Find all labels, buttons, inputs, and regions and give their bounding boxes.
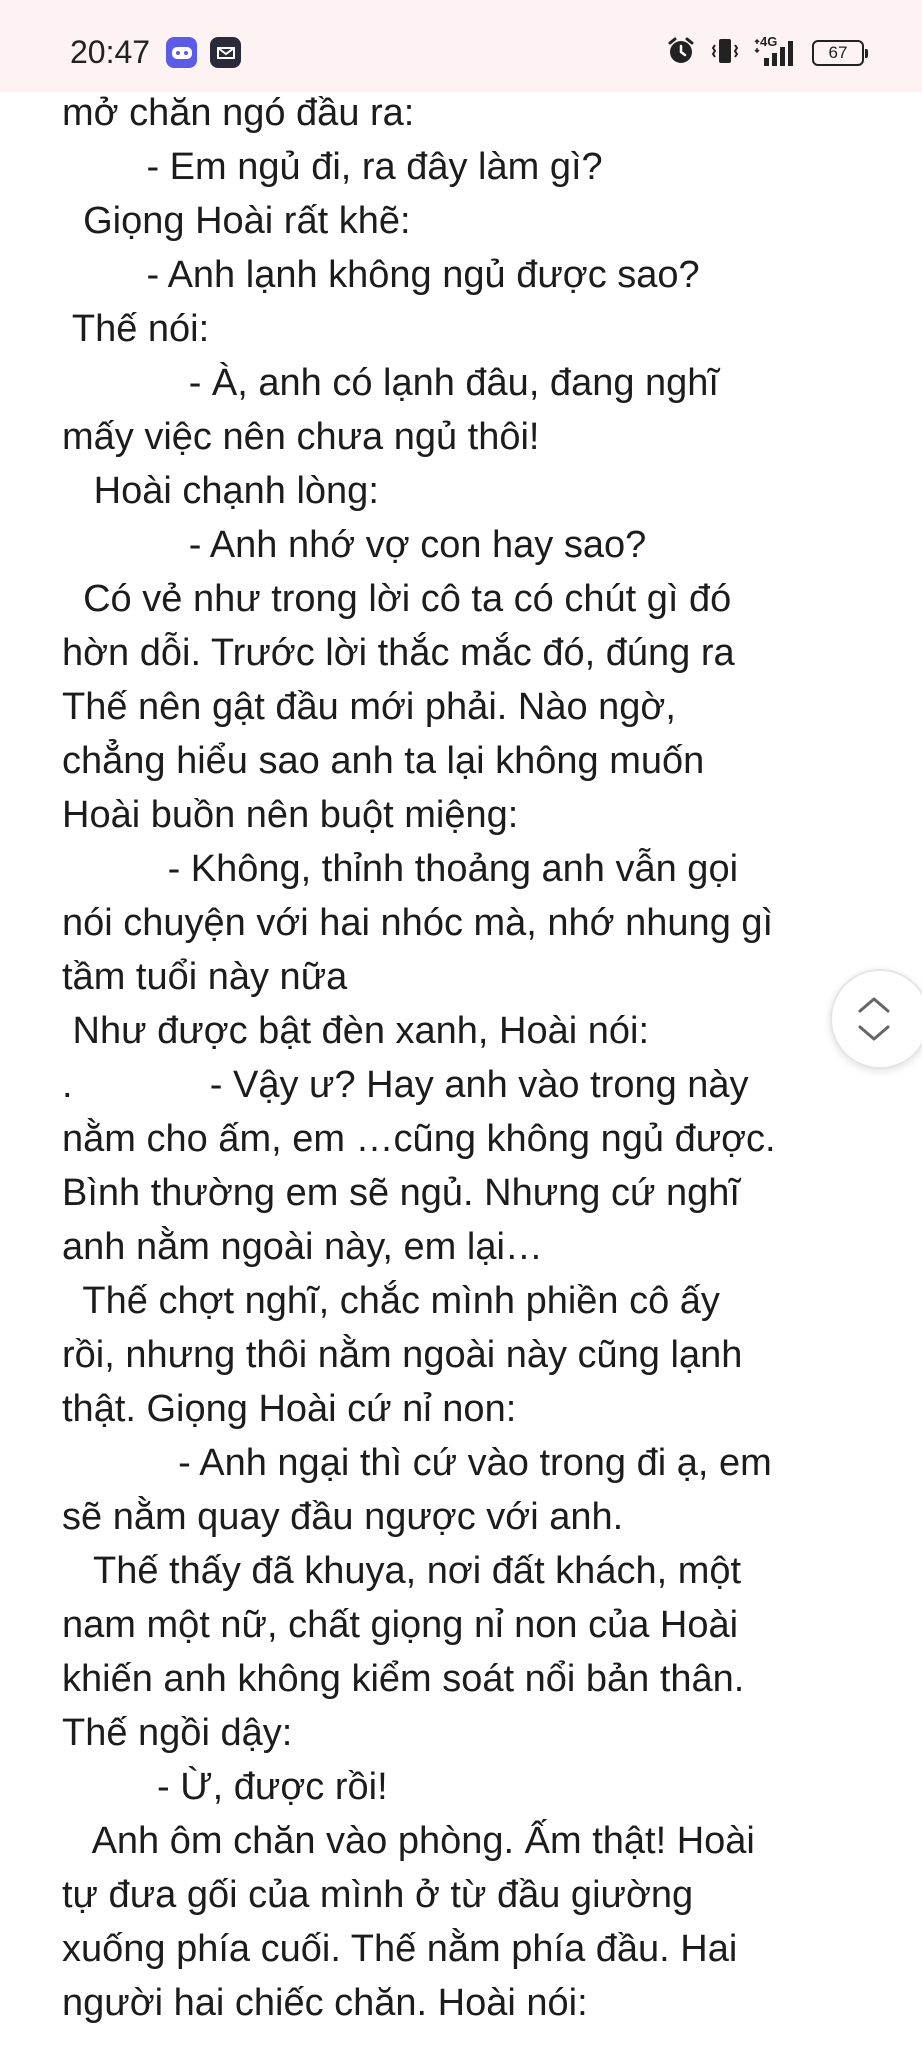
text-line: Hoài buồn nên buột miệng: (62, 794, 519, 836)
text-line: Như được bật đèn xanh, Hoài nói: (62, 1010, 650, 1052)
app-message-icon (210, 37, 241, 68)
text-line: - Anh nhớ vợ con hay sao? (62, 524, 647, 566)
battery-level: 67 (828, 43, 848, 62)
battery-icon (812, 40, 864, 66)
text-line: nói chuyện với hai nhóc mà, nhớ nhung gì (62, 902, 774, 944)
text-line: xuống phía cuối. Thế nằm phía đầu. Hai (62, 1928, 738, 1970)
vibrate-icon (710, 36, 740, 71)
text-line: Thế nên gật đầu mới phải. Nào ngờ, (62, 686, 676, 728)
text-line: - Em ngủ đi, ra đây làm gì? (62, 146, 603, 188)
text-line: rồi, nhưng thôi nằm ngoài này cũng lạnh (62, 1334, 743, 1376)
app-game-icon (166, 37, 197, 68)
text-line: khiến anh không kiểm soát nổi bản thân. (62, 1658, 745, 1700)
text-line: - Ừ, được rồi! (62, 1766, 388, 1808)
status-icons (666, 34, 864, 72)
text-line: tầm tuổi này nữa (62, 956, 348, 998)
text-line: thật. Giọng Hoài cứ nỉ non: (62, 1388, 517, 1430)
text-line: nằm cho ấm, em …cũng không ngủ được. (62, 1118, 776, 1160)
text-line: mấy việc nên chưa ngủ thôi! (62, 416, 540, 458)
text-line: Giọng Hoài rất khẽ: (62, 200, 411, 242)
text-line: tự đưa gối của mình ở từ đầu giường (62, 1874, 694, 1916)
text-line: - Anh ngại thì cứ vào trong đi ạ, em (62, 1442, 772, 1484)
text-line: chẳng hiểu sao anh ta lại không muốn (62, 740, 705, 782)
text-line: . - Vậy ư? Hay anh vào trong này (62, 1064, 749, 1106)
text-line: mở chăn ngó đầu ra: (62, 92, 415, 134)
text-line: Thế ngồi dậy: (62, 1712, 293, 1754)
text-line: Thế thấy đã khuya, nơi đất khách, một (62, 1550, 742, 1592)
alarm-icon (666, 36, 696, 71)
text-line: Có vẻ như trong lời cô ta có chút gì đó (62, 578, 732, 620)
status-time: 20:47 (70, 34, 151, 70)
text-line: nam một nữ, chất giọng nỉ non của Hoài (62, 1604, 739, 1646)
reader-content (0, 92, 922, 2048)
text-line: người hai chiếc chăn. Hoài nói: (62, 1982, 588, 2024)
text-line: Anh ôm chăn vào phòng. Ấm thật! Hoài (62, 1820, 755, 1862)
text-line: - Anh lạnh không ngủ được sao? (62, 254, 700, 296)
text-line: - Không, thỉnh thoảng anh vẫn gọi (62, 848, 739, 890)
page-scroll-button[interactable] (830, 969, 922, 1069)
text-line: hờn dỗi. Trước lời thắc mắc đó, đúng ra (62, 632, 735, 674)
text-line: - À, anh có lạnh đâu, đang nghĩ (62, 362, 719, 404)
text-line: anh nằm ngoài này, em lại… (62, 1226, 543, 1268)
signal-icon (754, 34, 798, 68)
text-line: Bình thường em sẽ ngủ. Nhưng cứ nghĩ (62, 1172, 740, 1214)
text-line: Hoài chạnh lòng: (62, 470, 379, 512)
chevron-down-icon (860, 1027, 888, 1039)
network-type: 4G (760, 34, 778, 49)
chevron-up-icon (860, 999, 888, 1011)
text-line: Thế chợt nghĩ, chắc mình phiền cô ấy (62, 1280, 720, 1322)
status-bar (0, 0, 922, 92)
text-line: sẽ nằm quay đầu ngược với anh. (62, 1496, 624, 1538)
text-line: Thế nói: (62, 308, 210, 350)
